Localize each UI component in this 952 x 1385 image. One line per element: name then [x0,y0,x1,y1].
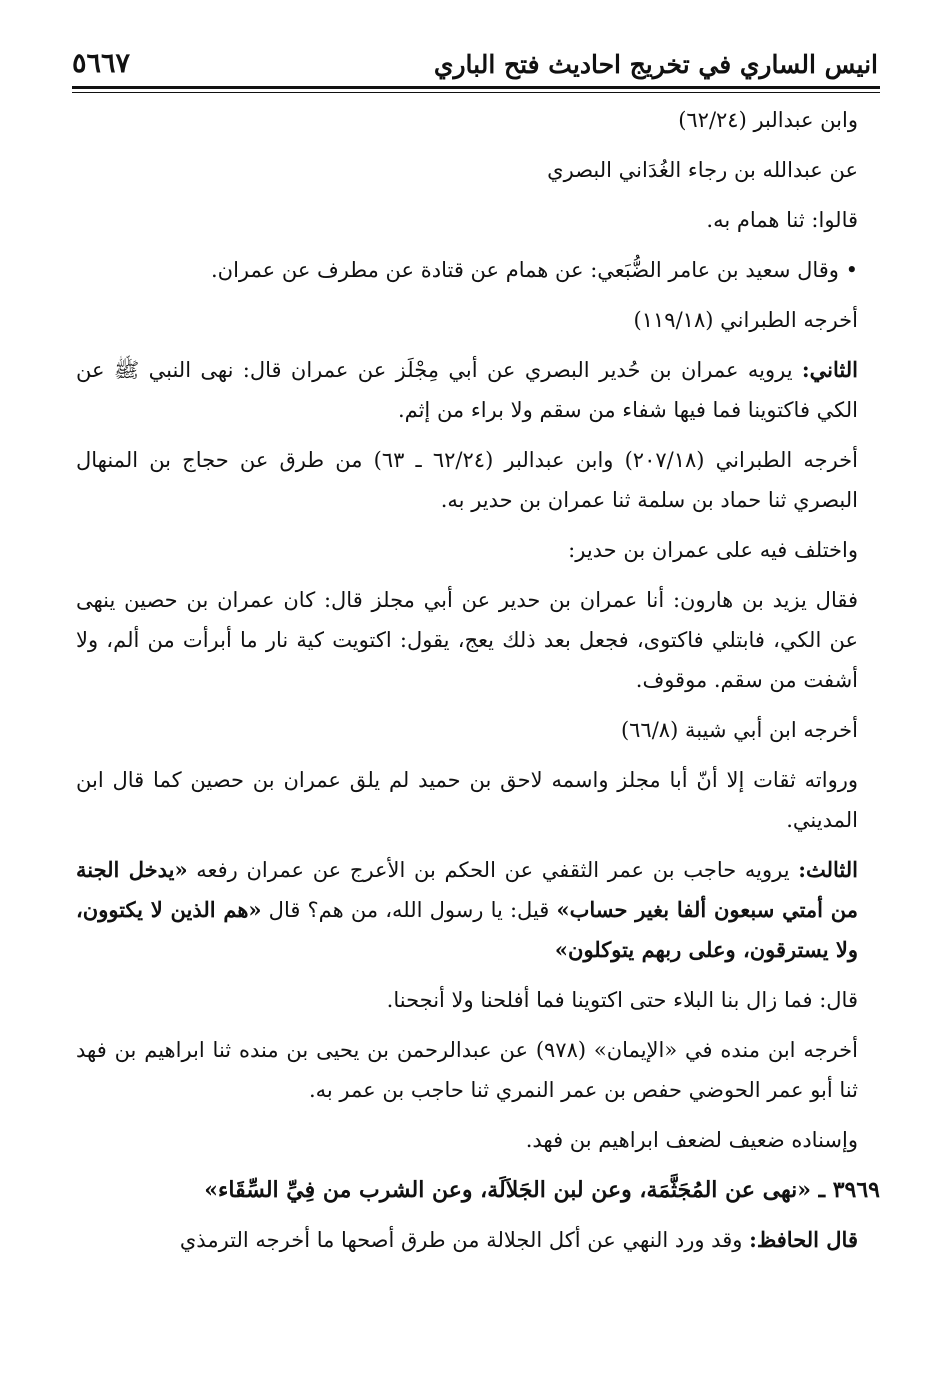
paragraph [76,1220,880,1260]
paragraph: وإسناده ضعيف لضعف ابراهيم بن فهد. [525,1128,858,1152]
page-header [72,42,878,82]
page-number: ٥٦٦٧ [72,48,131,79]
paragraph: أخرجه الطبراني (٢٠٧/١٨) وابن عبدالبر (٦٢/٢٤ ـ ٦٣) من طرق عن حجاج بن المنهال البصري ثنا حماد بن سلمة ثنا عمران بن حدير به. [76,448,858,512]
section-label: الثاني: [801,357,858,382]
hadith-heading: ٣٩٦٩ ـ «نهى عن المُجَثَّمَة، وعن لبن الجَلاَلَة، وعن الشرب من فِيِّ السِّقَاء» [204,1177,880,1203]
hadith-quote: «يدخل الجنة من أمتي سبعون ألفا بغير حساب» [76,857,859,922]
paragraph: واختلف فيه على عمران بن حدير: [568,538,858,562]
paragraph: • وقال سعيد بن عامر الضُّبَعي: عن همام عن قتادة عن مطرف عن عمران. [210,258,858,282]
header-rule-thin [72,92,880,93]
paragraph-text: قيل: يا رسول الله، من هم؟ قال [261,898,557,922]
paragraph: قال: فما زال بنا البلاء حتى اكتوينا فما أفلحنا ولا أنجحنا. [386,988,858,1012]
paragraph: قالوا: ثنا همام به. [706,208,858,232]
paragraph: ورواته ثقات إلا أنّ أبا مجلز واسمه لاحق بن حميد لم يلق عمران بن حصين كما قال ابن المديني. [76,768,858,832]
hadith-quote: «هم الذين لا يكتوون، ولا يسترقون، وعلى ربهم يتوكلون» [76,897,858,962]
paragraph: أخرجه ابن أبي شيبة (٦٦/٨) [620,718,858,742]
paragraph: فقال يزيد بن هارون: أنا عمران بن حدير عن أبي مجلز قال: كان عمران بن حصين ينهى عن الكي، فابتلي فاكتوى، فجعل بعد ذلك يعج، يقول: اكتويت كية نار ما أبرأت من ألم، ولا أشفت من سقم. موقوف. [76,588,858,692]
paragraph-text: وقد ورد النهي عن أكل الجلالة من طرق أصحها ما أخرجه الترمذي [179,1228,750,1252]
header-rule-thick [72,86,880,89]
paragraph [76,350,880,430]
paragraph-text: يرويه حاجب بن عمر الثقفي عن الحكم بن الأعرج عن عمران رفعه [187,858,799,882]
section-label: الثالث: [798,857,858,882]
section-label: قال الحافظ: [749,1227,858,1252]
paragraph: عن عبدالله بن رجاء الغُدَاني البصري [547,158,858,182]
book-title: انيس الساري في تخريج احاديث فتح الباري [433,50,878,79]
paragraph: أخرجه الطبراني (١١٩/١٨) [633,308,858,332]
page-body [76,100,880,1270]
paragraph: أخرجه ابن منده في «الإيمان» (٩٧٨) عن عبدالرحمن بن يحيى بن منده ثنا ابراهيم بن فهد ثنا أبو عمر الحوضي حفص بن عمر النمري ثنا حاجب بن عمر به. [76,1038,858,1102]
paragraph-text: يرويه عمران بن حُدير البصري عن أبي مِجْلَز عن عمران قال: نهى النبي ﷺ عن الكي فاكتوينا فما فيها شفاء من سقم ولا براء من إثم. [76,358,858,422]
paragraph [76,850,880,970]
paragraph: وابن عبدالبر (٦٢/٢٤) [678,108,858,132]
